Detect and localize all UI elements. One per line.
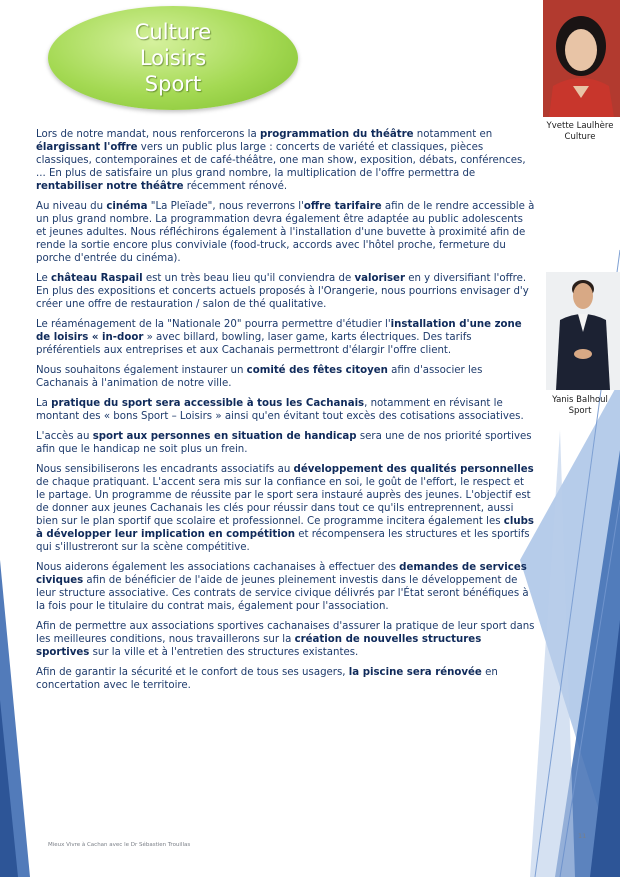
paragraph-text: notamment en <box>413 129 493 140</box>
emphasis-text: château Raspail <box>51 273 143 284</box>
emphasis-text: création de nouvelles structures sportives <box>36 634 482 658</box>
face <box>573 283 593 309</box>
title-line-loisirs: Loisirs <box>139 46 207 70</box>
emphasis-text: installation d'une zone de loisirs « in-door <box>36 319 522 343</box>
emphasis-text: élargissant l'offre <box>36 142 138 153</box>
paragraph-text: récemment rénové. <box>183 181 288 192</box>
paragraph <box>36 666 536 692</box>
paragraph-text: Le réaménagement de la "Nationale 20" pourra permettre d'étudier l' <box>36 319 391 330</box>
emphasis-text: comité des fêtes citoyen <box>246 365 388 376</box>
person-name: Yvette Laulhère <box>546 121 614 131</box>
person-role: Culture <box>564 132 596 142</box>
emphasis-text: clubs à développer leur implication en compétition <box>36 516 534 540</box>
paragraph <box>36 463 536 554</box>
paragraph-text: de chaque pratiquant. L'accent sera mis sur la confiance en soi, le goût de l'effort, le respect et le partage. Un programme de réussite par le sport sera instauré auprès des jeunes. L'objectif est de donner aux jeunes Cachanais les clés pour réussir dans tout ce qu'ils entreprennent, aussi bien sur le plan sportif que scolaire et professionnel. Ce programme incitera également les <box>36 477 531 527</box>
paragraph <box>36 272 536 311</box>
paragraph-text: Au niveau du <box>36 201 107 212</box>
emphasis-text: pratique du sport sera accessible à tous les Cachanais <box>51 398 365 409</box>
person-name: Yanis Balhoul <box>552 395 608 405</box>
paragraph-text: afin de bénéficier de l'aide de jeunes pleinement investis dans le développement de leur structure associative. Ces contrats de service civique délivrés par l'État seront bénéfiques à la fois pour le titulaire du contrat mais, également pour l'association. <box>36 575 529 612</box>
emphasis-text: rentabiliser notre théâtre <box>36 181 184 192</box>
jacket <box>549 78 614 117</box>
paragraph-text: Nous aiderons également les associations cachanaises à effectuer des <box>36 562 400 573</box>
paragraph-text: en concertation avec le territoire. <box>36 667 498 691</box>
hands <box>574 349 592 359</box>
paragraph-text: Nous souhaitons également instaurer un <box>36 365 247 376</box>
title-line-culture: Culture <box>134 20 212 44</box>
paragraph-text: afin de le rendre accessible à un plus grand nombre. La programmation devra également être adaptée au public adolescents et jeunes adultes. Nous réfléchirons également à l'installation d'une buvette à proximité afin de rende la sortie encore plus conviviale (food-truck, accords avec l'hôtel proche, fermeture du porche d'entrée du cinéma). <box>36 201 535 264</box>
paragraph-text: sur la ville et à l'entretien des structures existantes. <box>89 647 359 658</box>
emphasis-text: développement des qualités personnelles <box>293 464 534 475</box>
paragraph <box>36 620 536 659</box>
portrait-photo-culture <box>543 0 620 117</box>
paragraph-text: et récompensera les structures et les sportifs qui s'illustreront sur la scène compétitive. <box>36 529 530 553</box>
portrait-photo-sport <box>546 272 620 390</box>
emphasis-text: valoriser <box>354 273 405 284</box>
paragraph-text: sera une de nos priorité sportives afin que le handicap ne soit plus un frein. <box>36 431 532 455</box>
program-text <box>36 128 536 699</box>
paragraph <box>36 200 536 265</box>
portrait-caption-sport <box>540 395 620 417</box>
portrait-caption-culture <box>538 121 620 143</box>
paragraph <box>36 430 536 456</box>
paragraph-text: Lors de notre mandat, nous renforcerons la <box>36 129 260 140</box>
paragraph-text: Le <box>36 273 52 284</box>
emphasis-text: la piscine sera rénovée <box>348 667 482 678</box>
paragraph-text: afin d'associer les Cachanais à l'animation de notre ville. <box>36 365 483 389</box>
page-number: 11 <box>578 832 587 840</box>
paragraph <box>36 364 536 390</box>
paragraph-text: , notamment en révisant le montant des « bons Sport – Loisirs » ainsi qu'en évitant tout excès des cotisations associatives. <box>36 398 524 422</box>
emphasis-text: sport aux personnes en situation de handicap <box>92 431 357 442</box>
paragraph-text: est un très beau lieu qu'il conviendra de <box>142 273 355 284</box>
paragraph-text: en y diversifiant l'offre. En plus des expositions et concerts actuels proposés à l'Orangerie, nous pourrions envisager d'y créer une offre de restauration / salon de thé qualitative. <box>36 273 529 310</box>
paragraph-text: Nous sensibiliserons les encadrants associatifs au <box>36 464 294 475</box>
paragraph-text: Afin de garantir la sécurité et le confort de tous ses usagers, <box>36 667 349 678</box>
section-title-badge <box>48 6 298 110</box>
title-line-sport: Sport <box>144 72 202 96</box>
paragraph-text: L'accès au <box>36 431 93 442</box>
emphasis-text: programmation du théâtre <box>259 129 414 140</box>
paragraph-text: vers un public plus large : concerts de variété et classiques, pièces classiques, contemporaines et de café-théâtre, one man show, exposition, débats, conférences, ... En plus de satisfaire un plus grand nombre, la multiplication de l'offre permettra de <box>36 142 526 179</box>
paragraph-text: La <box>36 398 52 409</box>
emphasis-text: cinéma <box>106 201 148 212</box>
person-role: Sport <box>568 406 592 416</box>
emphasis-text: demandes de services civiques <box>36 562 527 586</box>
paragraph <box>36 561 536 613</box>
paragraph <box>36 128 536 193</box>
paragraph-text: » avec billard, bowling, laser game, karts électriques. Des tarifs préférentiels aux entreprises et aux Cachanais permettront d'élargir l'offre client. <box>36 332 472 356</box>
paragraph <box>36 397 536 423</box>
footer-text: Mieux Vivre à Cachan avec le Dr Sébastien Trouillas <box>48 842 191 848</box>
paragraph-text: Afin de permettre aux associations sportives cachanaises d'assurer la pratique de leur sport dans les meilleures conditions, nous travaillerons sur la <box>36 621 535 645</box>
paragraph-text: "La Pleïade", nous reverrons l' <box>147 201 304 212</box>
emphasis-text: offre tarifaire <box>303 201 382 212</box>
paragraph <box>36 318 536 357</box>
face <box>565 29 597 71</box>
